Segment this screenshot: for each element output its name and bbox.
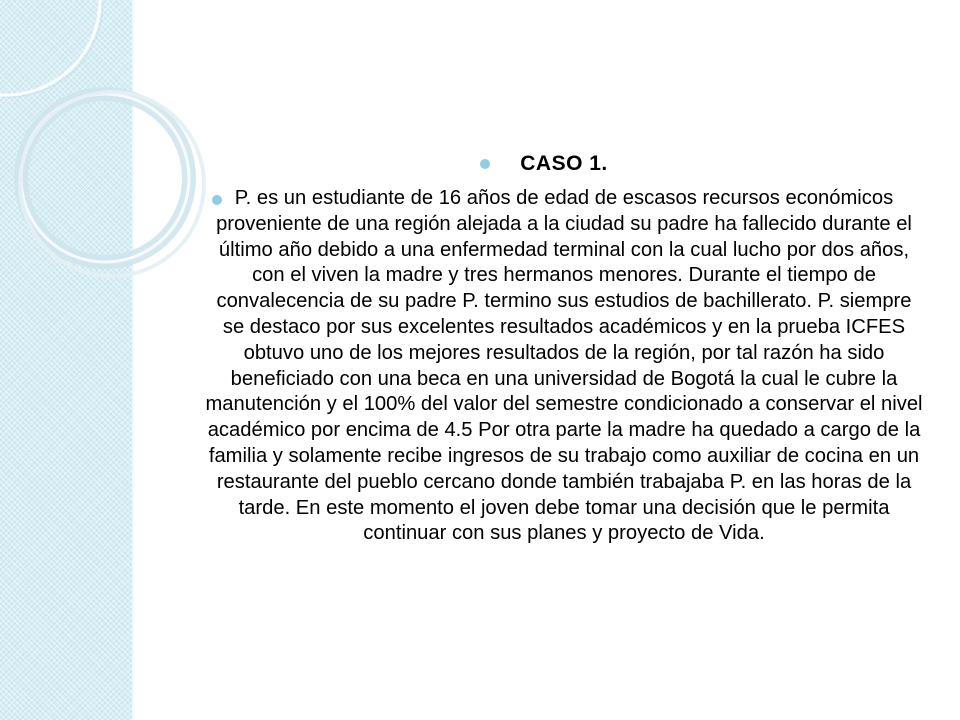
case-title: CASO 1. (520, 152, 608, 175)
body-bullet (190, 186, 930, 547)
case-description: P. es un estudiante de 16 años de edad de escasos recursos económicos proveniente de una región alejada a la ciudad su padre ha fallecido durante el último año debido a una enfermedad terminal con la cual lucho por dos años, con el viven la madre y tres hermanos menores. Durante el tiempo de convalecencia de su padre P. termino sus estudios de bachillerato. P. siempre se destaco por sus excelentes resultados académicos y en la prueba ICFES obtuvo uno de los mejores resultados de la región, por tal razón ha sido beneficiado con una beca en una universidad de Bogotá la cual le cubre la manutención y el 100% del valor del semestre condicionado a conservar el nivel académico por encima de 4.5 Por otra parte la madre ha quedado a cargo de la familia y solamente recibe ingresos de su trabajo como auxiliar de cocina en un restaurante del pueblo cercano donde también trabajaba P. en las horas de la tarde. En este momento el joven debe tomar una decisión que le permita continuar con sus planes y proyecto de Vida. (205, 187, 923, 545)
bullet-icon (480, 159, 490, 169)
title-bullet (190, 148, 930, 180)
sidebar-edge (132, 0, 135, 720)
sidebar-pattern (0, 0, 134, 720)
bullet-icon (212, 195, 222, 205)
content-area (190, 148, 930, 547)
